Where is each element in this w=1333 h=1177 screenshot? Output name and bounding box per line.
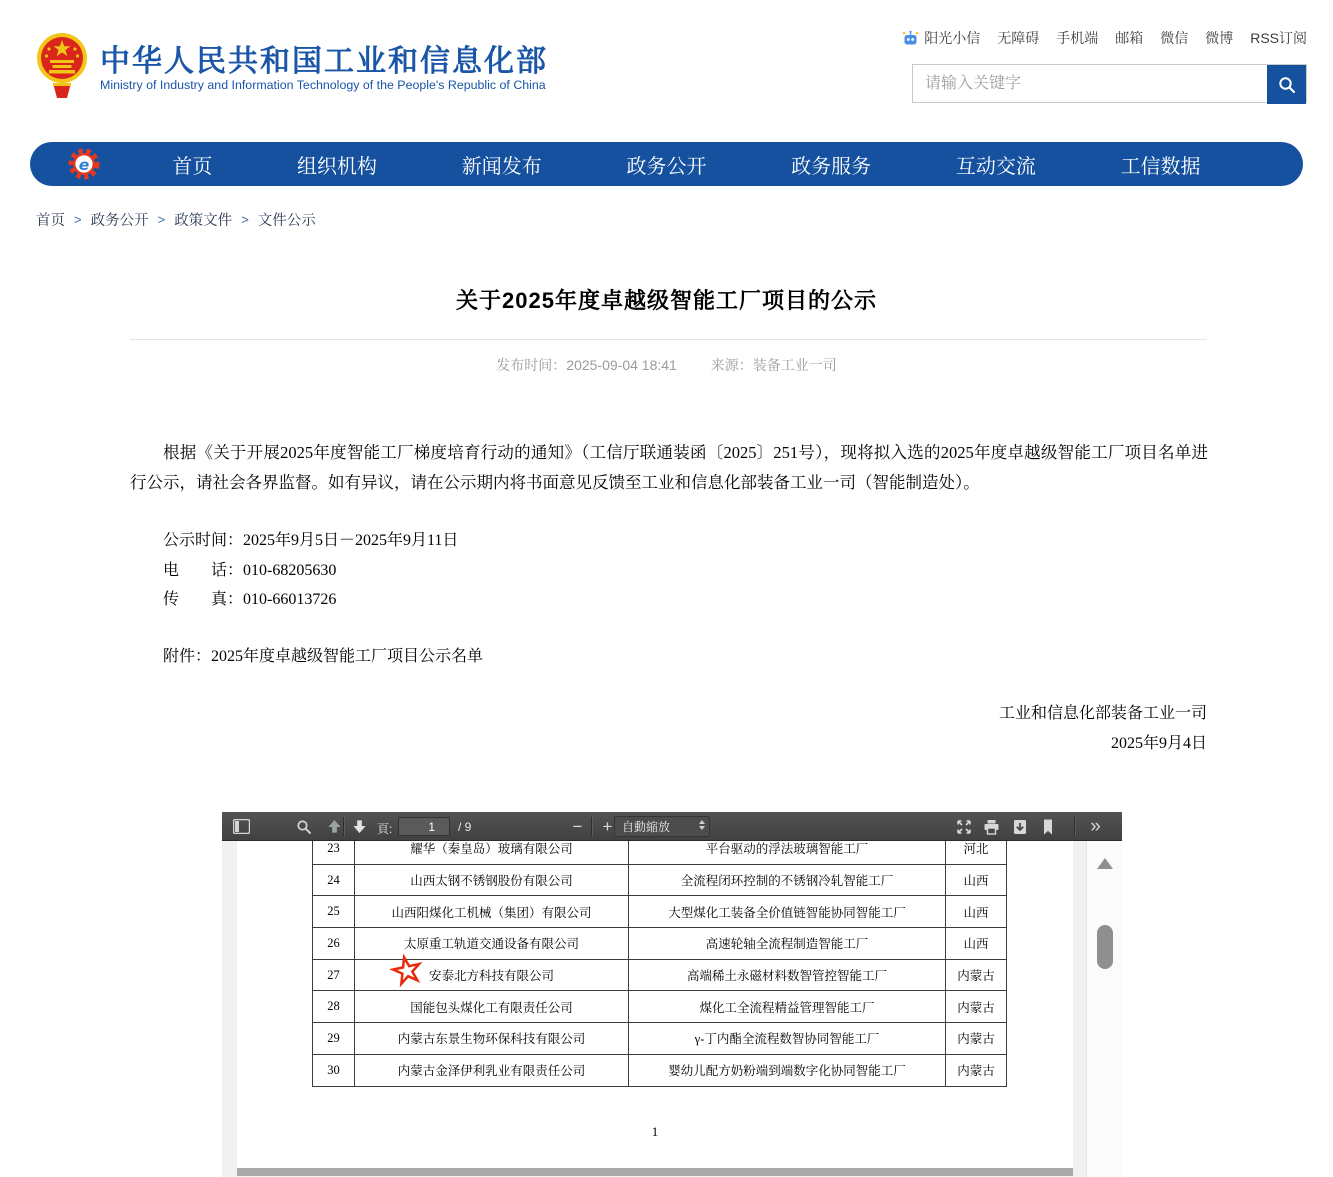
arrow-up-icon [327,819,342,834]
breadcrumb-home[interactable]: 首页 [36,213,65,229]
table-cell-company: 山西阳煤化工机械（集团）有限公司 [355,896,629,928]
page-number-input[interactable] [398,817,450,836]
quick-links-bar [902,28,1307,48]
pdf-content-area [222,841,1122,1177]
quick-link-assistant[interactable] [902,28,980,48]
table-cell-no: 28 [313,991,355,1023]
pdf-page-number: 1 [651,1124,659,1139]
nav-item-gov-services[interactable]: 政务服务 [791,155,872,178]
sidebar-toggle-button[interactable] [230,815,253,838]
download-icon [1012,819,1028,835]
page-total-label: / 9 [458,820,472,834]
search-icon [296,819,312,835]
publicity-period-line: 公示时间：2025年9月5日－2025年9月11日 [163,532,459,549]
nav-item-organization[interactable]: 组织机构 [297,155,378,178]
table-cell-project: 高端稀土永磁材料数智管控智能工厂 [629,960,946,992]
article-meta [0,355,1333,375]
table-cell-company-starred: 安泰北方科技有限公司 [355,960,629,992]
more-tools-button[interactable] [1084,815,1107,838]
main-nav [30,142,1303,186]
svg-text:e: e [78,156,90,174]
quick-link-weibo[interactable]: 微博 [1205,30,1234,46]
table-cell-company: 国能包头煤化工有限责任公司 [355,991,629,1023]
table-cell-province: 内蒙古 [946,960,1007,992]
table-cell-project: 煤化工全流程精益管理智能工厂 [629,991,946,1023]
table-cell-project: γ-丁内酯全流程数智协同智能工厂 [629,1023,946,1055]
search-button[interactable] [1267,65,1306,104]
fax-line: 传 真：010-66013726 [163,591,337,608]
search-input[interactable] [913,65,1267,102]
national-emblem-icon [36,32,88,100]
attachment-line: 附件：2025年度卓越级智能工厂项目公示名单 [163,648,484,665]
quick-link-rss[interactable]: RSS订阅 [1250,30,1307,46]
table-cell-project: 平台驱动的浮法玻璃智能工厂 [629,841,946,865]
nav-item-home[interactable]: 首页 [172,155,213,178]
select-spinner-icon [699,820,705,830]
pdf-page [237,841,1073,1168]
breadcrumb-public-notice[interactable]: 文件公示 [257,213,316,229]
arrow-down-icon [352,819,367,834]
quick-link-label: 阳光小信 [924,30,981,46]
source: 来源：装备工业一司 [710,357,837,373]
quick-link-accessibility[interactable]: 无障碍 [997,30,1040,46]
scrollbar-thumb[interactable] [1097,925,1113,969]
page-down-button[interactable] [348,815,371,838]
fullscreen-icon [956,819,972,835]
quick-link-wechat[interactable]: 微信 [1160,30,1189,46]
table-cell-province: 内蒙古 [946,991,1007,1023]
pdf-scrollbar [1086,841,1122,1177]
table-cell-company: 耀华（秦皇岛）玻璃有限公司 [355,841,629,865]
table-cell-province: 山西 [946,928,1007,960]
table-cell-no: 24 [313,865,355,897]
publish-time: 发布时间：2025-09-04 18:41 [496,357,677,373]
table-cell-project: 大型煤化工装备全价值链智能协同智能工厂 [629,896,946,928]
table-cell-company: 山西太钢不锈钢股份有限公司 [355,865,629,897]
table-cell-no: 29 [313,1023,355,1055]
print-button[interactable] [980,815,1003,838]
table-cell-province: 内蒙古 [946,1055,1007,1087]
bookmark-button[interactable] [1036,815,1059,838]
article-title: 关于2025年度卓越级智能工厂项目的公示 [456,288,877,313]
page-bottom-shadow [237,1168,1073,1176]
page-label: 頁: [377,822,393,836]
nav-item-interaction[interactable]: 互动交流 [955,155,1036,178]
breadcrumb-gov-disclosure[interactable]: 政务公开 [90,213,149,229]
nav-items [100,150,1303,179]
table-cell-province: 山西 [946,865,1007,897]
table-cell-no: 27 [313,960,355,992]
plus-icon: + [602,817,613,836]
table-cell-no: 25 [313,896,355,928]
pdf-viewer [222,812,1122,1177]
scroll-up-arrow-icon[interactable] [1097,858,1113,869]
article-paragraph: 根据《关于开展2025年度智能工厂梯度培育行动的通知》（工信厅联通装函〔2025〕251号），现将拟入选的2025年度卓越级智能工厂项目名单进行公示，请社会各界监督。如有异议，请在公示期内将书面意见反馈至工业和信息化部装备工业一司（智能制造处）。 [130,443,1208,492]
minus-icon: − [572,817,583,836]
quick-link-mobile[interactable]: 手机端 [1056,30,1099,46]
nav-item-data[interactable]: 工信数据 [1120,155,1201,178]
table-cell-project: 高速轮轴全流程制造智能工厂 [629,928,946,960]
phone-line: 电 话：010-68205630 [163,562,337,579]
toolbar-divider [1074,817,1075,836]
toolbar-divider [591,817,592,836]
title-divider [130,339,1207,340]
table-cell-province: 河北 [946,841,1007,865]
download-button[interactable] [1008,815,1031,838]
table-cell-company: 内蒙古东景生物环保科技有限公司 [355,1023,629,1055]
site-title-english: Ministry of Industry and Information Technology of the People's Republic of China [100,78,546,92]
signature-date: 2025年9月4日 [1110,735,1207,752]
table-cell-province: 山西 [946,896,1007,928]
site-title: 中华人民共和国工业和信息化部 [100,45,548,78]
bookmark-icon [1041,819,1055,835]
table-cell-project: 全流程闭环控制的不锈钢冷轧智能工厂 [629,865,946,897]
quick-link-mail[interactable]: 邮箱 [1115,30,1144,46]
breadcrumb-separator: > [241,212,249,227]
signature-org: 工业和信息化部装备工业一司 [998,705,1207,722]
nav-item-gov-disclosure[interactable]: 政务公开 [626,155,707,178]
miit-gear-logo-icon [68,148,100,180]
pdf-toolbar [222,812,1122,841]
printer-icon [983,819,1000,835]
table-cell-no: 30 [313,1055,355,1087]
table-cell-company: 太原重工轨道交通设备有限公司 [355,928,629,960]
breadcrumb [36,209,316,230]
zoom-mode-select[interactable] [614,816,710,837]
zoom-mode-value: 自動縮放 [622,820,671,834]
zoom-out-button[interactable] [566,815,589,838]
breadcrumb-policy-docs[interactable]: 政策文件 [174,213,233,229]
toolbar-divider [343,817,344,836]
presentation-mode-button[interactable] [952,815,975,838]
breadcrumb-separator: > [74,212,82,227]
search-icon [1277,75,1297,95]
nav-item-news[interactable]: 新闻发布 [461,155,542,178]
chevron-double-right-icon: » [1090,816,1101,837]
robot-icon [902,30,919,47]
table-cell-project: 婴幼儿配方奶粉端到端数字化协同智能工厂 [629,1055,946,1087]
sidebar-toggle-icon [233,819,250,834]
table-cell-no: 23 [313,841,355,865]
breadcrumb-separator: > [157,212,166,227]
search-box [912,64,1307,103]
table-cell-company: 内蒙古金泽伊利乳业有限责任公司 [355,1055,629,1087]
table-cell-no: 26 [313,928,355,960]
table-cell-province: 内蒙古 [946,1023,1007,1055]
red-star-annotation-icon [386,950,429,993]
find-button[interactable] [292,815,315,838]
